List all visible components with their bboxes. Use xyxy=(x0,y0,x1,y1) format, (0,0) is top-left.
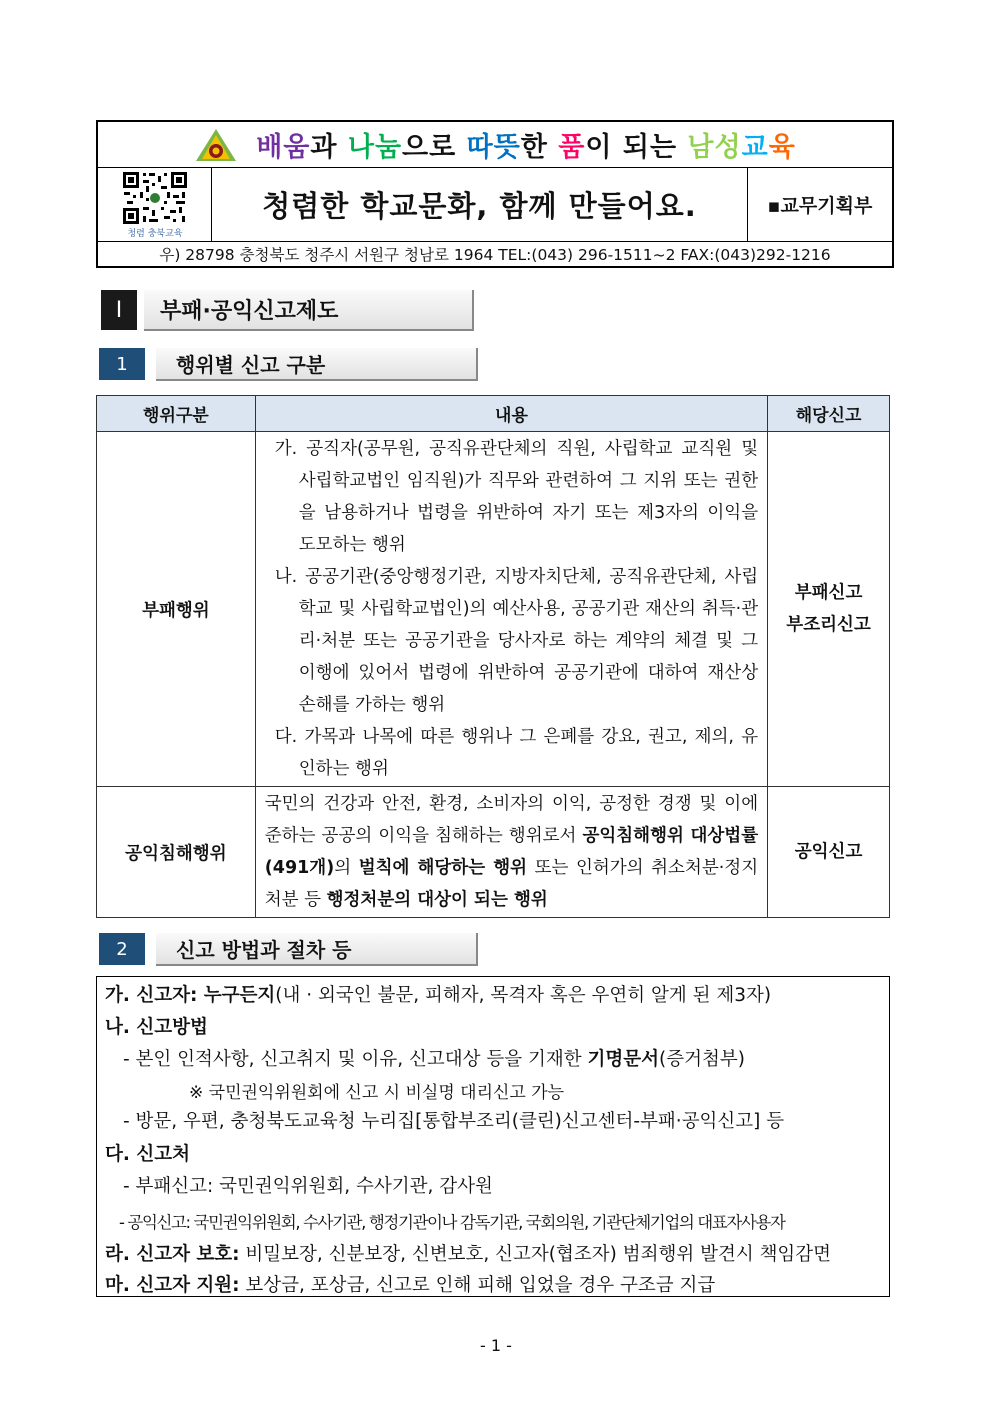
support-line xyxy=(105,1271,715,1297)
content-emphasis: 공익침해행위 대상법률(491개) xyxy=(264,826,759,878)
slogan-row xyxy=(98,122,892,168)
section-title: 부패·공익신고제도 xyxy=(144,290,474,331)
list-item: 다. 가목과 나목에 따른 행위나 그 은폐를 강요, 권고, 제의, 유인하는 행위 xyxy=(274,727,759,779)
section-number: Ⅰ xyxy=(101,290,137,330)
report-type: 부조리신고 xyxy=(786,615,871,635)
item-label: 나. 신고방법 xyxy=(105,1017,208,1038)
content-cell xyxy=(255,432,767,787)
department-label: ▪교무기획부 xyxy=(767,195,873,217)
content-text: 의 xyxy=(334,858,359,878)
item-label: 라. 신고자 보호: xyxy=(105,1244,240,1265)
subsection-title: 행위별 신고 구분 xyxy=(156,348,478,381)
item-text: 비밀보장, 신분보장, 신변보호, 신고자(협조자) 범죄행위 발견시 책임감면 xyxy=(239,1244,832,1265)
slogan-part: 품 xyxy=(558,132,586,163)
subsection-number: 2 xyxy=(99,933,145,965)
table-row xyxy=(97,432,890,787)
slogan-part: 따뜻 xyxy=(466,132,521,163)
item-text: - 본인 인적사항, 신고취지 및 이유, 신고대상 등을 기재한 xyxy=(123,1049,588,1070)
column-header: 내용 xyxy=(255,396,767,432)
item-text: 보상금, 포상금, 신고로 인해 피해 입었을 경우 구조금 지급 xyxy=(239,1275,716,1296)
item-text: (내 · 외국인 불문, 피해자, 목격자 혹은 우연히 알게 된 제3자) xyxy=(275,985,772,1006)
report-type-table xyxy=(96,395,890,918)
qr-code-icon[interactable] xyxy=(122,171,188,225)
slogan-part: 남성 xyxy=(687,132,742,163)
slogan-part: 육 xyxy=(768,132,796,163)
column-header: 행위구분 xyxy=(97,396,256,432)
slogan-text xyxy=(256,125,796,164)
school-emblem-icon xyxy=(194,127,238,163)
slogan-part: 교 xyxy=(741,132,769,163)
slogan-part: 으로 xyxy=(402,132,467,163)
list-item: 가. 공직자(공무원, 공직유관단체의 직원, 사립학교 교직원 및 사립학교법인 임직원)가 직무와 관련하여 그 지위 또는 권한을 남용하거나 법령을 위반하여 자기 또는 제3자의 이익을 도모하는 행위 xyxy=(274,439,759,555)
protection-line xyxy=(105,1240,831,1266)
reporter-line xyxy=(105,981,771,1007)
method-line: - 방문, 우편, 충청북도교육청 누리집[통합부조리(클린)신고센터-부패·공익신고] 등 xyxy=(123,1111,785,1132)
method-heading xyxy=(105,1013,208,1039)
report-type: 부패신고 xyxy=(794,583,863,603)
recipient-heading xyxy=(105,1140,190,1166)
slogan-part: 한 xyxy=(520,132,559,163)
subsection-title: 신고 방법과 절차 등 xyxy=(156,933,478,966)
table-header-row xyxy=(97,396,890,432)
content-cell xyxy=(255,787,767,918)
content-text: 국민의 건강과 안전, 환경, 소비자의 이익, 공정한 경쟁 및 이에 준하는 공공의 이익을 침해하는 행위로서 xyxy=(264,794,759,846)
item-label: 마. 신고자 지원: xyxy=(105,1275,240,1296)
method-line xyxy=(123,1045,745,1071)
content-emphasis: 벌칙에 해당하는 행위 xyxy=(358,858,528,878)
address-line: 우) 28798 충청북도 청주시 서원구 청남로 1964 TEL:(043) 296-1511~2 FAX:(043)292-1216 xyxy=(159,246,831,264)
content-text: 또는 인허가의 취소처분·정지처분 등 xyxy=(264,858,759,910)
recipient-line: - 부패신고: 국민권익위원회, 수사기관, 감사원 xyxy=(123,1176,493,1197)
content-emphasis: 행정처분의 대상이 되는 행위 xyxy=(326,890,548,910)
slogan-part: 배움 xyxy=(256,132,311,163)
qr-cell xyxy=(98,168,212,241)
column-header: 해당신고 xyxy=(768,396,890,432)
report-type-cell xyxy=(768,432,890,787)
slogan-part: 과 xyxy=(310,132,348,163)
item-text: (증거첨부) xyxy=(659,1049,745,1070)
item-emphasis: 기명문서 xyxy=(587,1049,660,1070)
page-number: - 1 - xyxy=(480,1336,512,1355)
category-cell: 공익침해행위 xyxy=(97,787,256,918)
table-row xyxy=(97,787,890,918)
qr-caption: 청렴 충북교육 xyxy=(127,229,183,239)
list-item: 나. 공공기관(중앙행정기관, 지방자치단체, 공직유관단체, 사립학교 및 사립학교법인)의 예산사용, 공공기관 재산의 취득·관리·처분 또는 공공기관을 당사자로 하는 계약의 체결 및 그 이행에 있어서 법령에 위반하여 공공기관에 대하여 재산상 손해를 가하는 행위 xyxy=(274,567,759,715)
slogan-part: 이 되는 xyxy=(585,132,688,163)
recipient-line: - 공익신고: 국민권익위원회, 수사기관, 행정기관이나 감독기관, 국회의원, 기관단체기업의 대표자사용자 xyxy=(119,1213,785,1232)
item-label: 다. 신고처 xyxy=(105,1144,190,1165)
content-paragraph xyxy=(265,788,758,916)
procedure-box xyxy=(96,976,890,1297)
report-type-cell: 공익신고 xyxy=(768,787,890,918)
method-note: ※ 국민권익위원회에 신고 시 비실명 대리신고 가능 xyxy=(189,1083,565,1103)
title-row xyxy=(98,168,892,242)
item-label: 가. 신고자: 누구든지 xyxy=(105,985,276,1006)
category-cell: 부패행위 xyxy=(97,432,256,787)
subsection-number: 1 xyxy=(99,348,145,380)
slogan-part: 나눔 xyxy=(347,132,403,163)
newsletter-title: 청렴한 학교문화, 함께 만들어요. xyxy=(212,168,748,241)
letterhead xyxy=(96,120,894,268)
